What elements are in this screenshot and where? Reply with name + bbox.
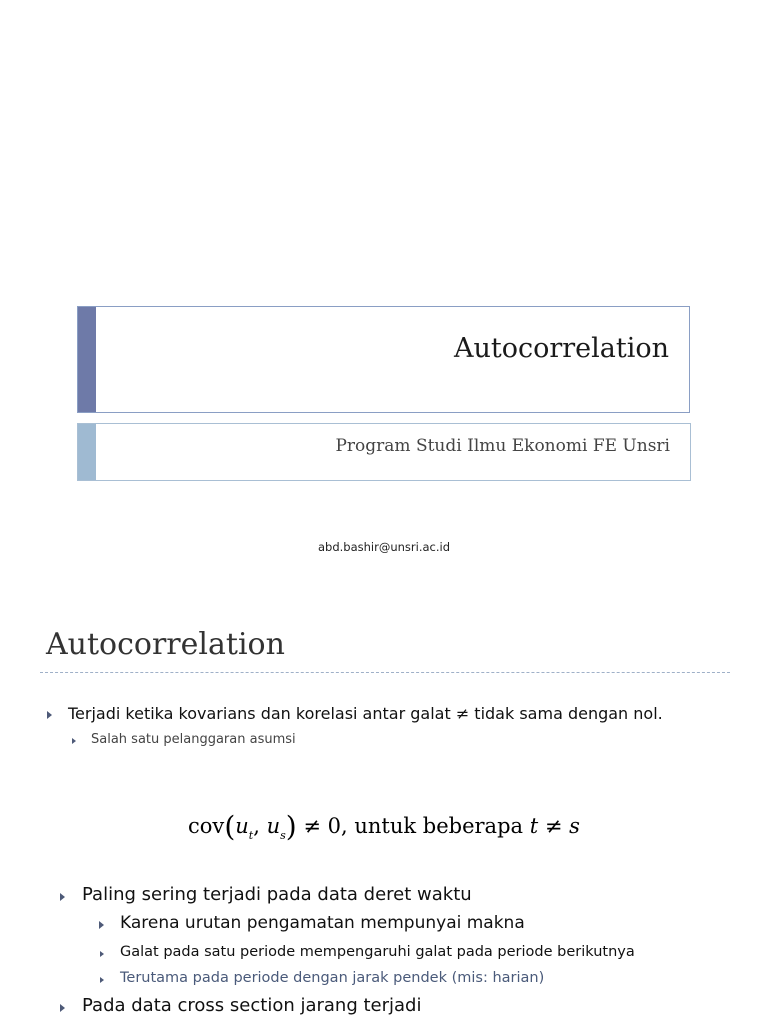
bullet-arrow-icon — [47, 711, 52, 719]
bullet-arrow-icon — [60, 1004, 65, 1012]
sub-bullet-text: Salah satu pelanggaran asumsi — [91, 732, 296, 747]
title-accent-bar — [78, 307, 96, 412]
subtitle-accent-bar — [78, 424, 96, 480]
subtitle-box — [77, 423, 691, 481]
bullet-text: Paling sering terjadi pada data deret waktu — [82, 884, 472, 905]
formula: $cov(u_t$, $u_s) \ne 0$, untuk beberapa t ≠ s — [188, 810, 580, 843]
bullet-text: Terjadi ketika kovarians dan korelasi antar galat ≠ tidak sama dengan nol. — [68, 704, 663, 723]
bullet-arrow-icon — [100, 977, 104, 983]
formula-neq: ≠ — [544, 814, 563, 838]
formula-var2: s — [569, 814, 580, 838]
formula-arg1: u — [235, 814, 249, 838]
formula-var1: t — [529, 814, 539, 838]
content-slide-title: Autocorrelation — [46, 627, 285, 662]
bullet-text: Pada data cross section jarang terjadi — [82, 995, 422, 1016]
slide-title: Autocorrelation — [453, 333, 669, 364]
sub-bullet-text: Terutama pada periode dengan jarak pendek (mis: harian) — [120, 970, 545, 986]
formula-relation: ≠ 0, untuk beberapa — [303, 814, 524, 838]
sub-bullet-text: Galat pada satu periode mempengaruhi galat pada periode berikutnya — [120, 944, 635, 960]
bullet-arrow-icon — [72, 738, 76, 744]
bullet-arrow-icon — [100, 951, 104, 957]
slide-subtitle: Program Studi Ilmu Ekonomi FE Unsri — [335, 436, 670, 456]
sub-bullet-text: Karena urutan pengamatan mempunyai makna — [120, 913, 525, 933]
bullet-arrow-icon — [99, 921, 104, 929]
title-box — [77, 306, 690, 413]
author-email: abd.bashir@unsri.ac.id — [317, 540, 451, 554]
title-divider — [40, 672, 730, 673]
formula-function: cov — [188, 814, 225, 838]
bullet-arrow-icon — [60, 893, 65, 901]
formula-sub1: t — [248, 829, 254, 842]
formula-sub2: s — [280, 829, 286, 842]
formula-arg2: u — [266, 814, 281, 838]
